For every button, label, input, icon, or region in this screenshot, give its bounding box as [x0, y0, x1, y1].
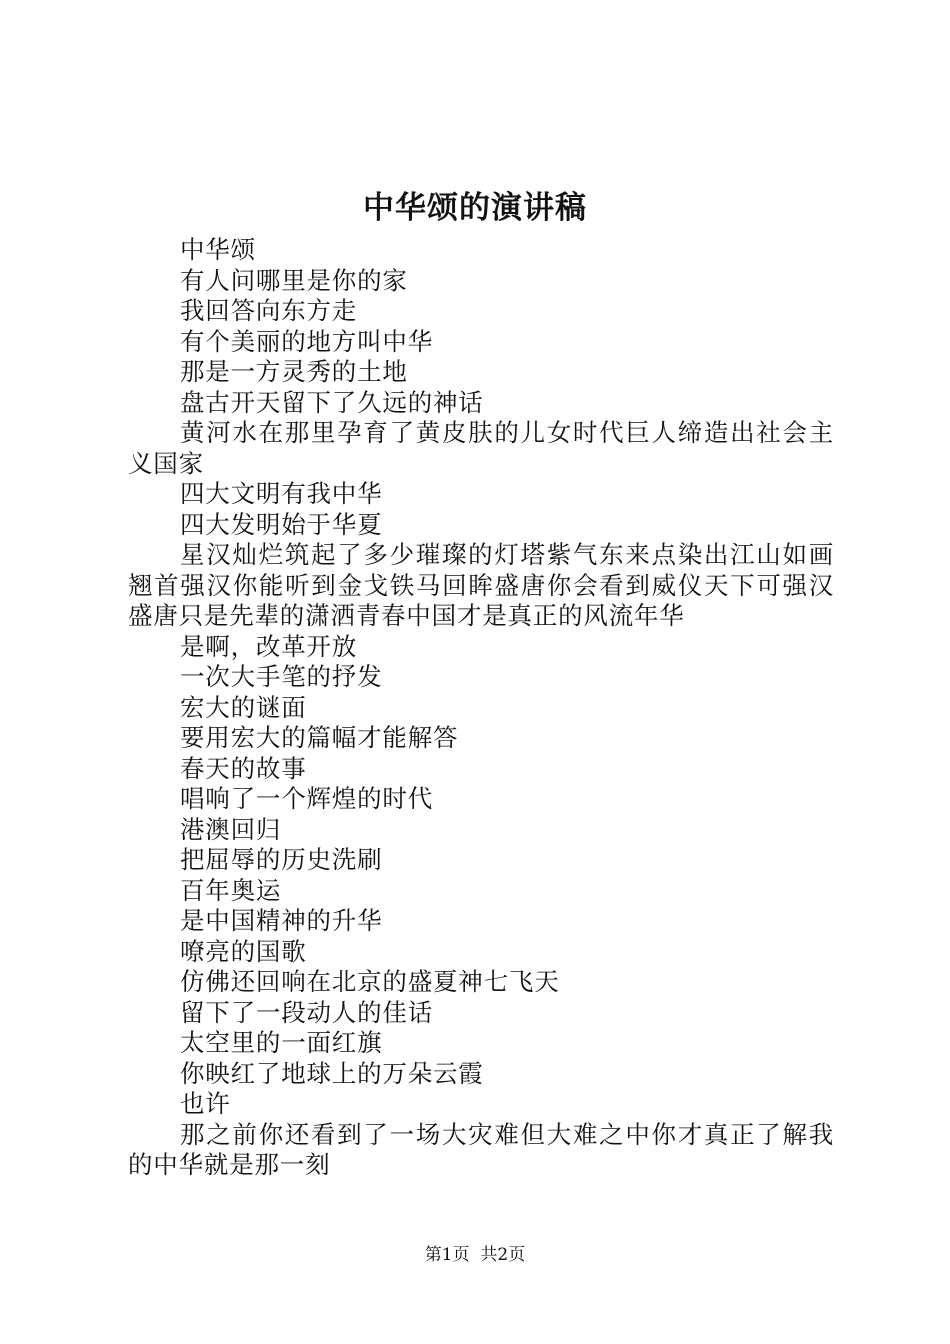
- paragraph: 星汉灿烂筑起了多少璀璨的灯塔紫气东来点染出江山如画翘首强汉你能听到金戈铁马回眸盛唐你会看到威仪天下可强汉盛唐只是先辈的潇洒青春中国才是真正的风流年华: [128, 540, 834, 630]
- paragraph: 我回答向东方走: [180, 296, 358, 325]
- paragraph: 那是一方灵秀的土地: [180, 357, 408, 386]
- page-number: 第1页: [424, 1245, 470, 1265]
- paragraph: 把屈辱的历史洗刷: [180, 845, 383, 874]
- document-title: 中华颂的演讲稿: [363, 190, 587, 226]
- paragraph: 黄河水在那里孕育了黄皮肤的儿女时代巨人缔造出社会主义国家: [128, 418, 834, 478]
- paragraph: 百年奥运: [180, 875, 282, 905]
- page-footer: [0, 1243, 950, 1267]
- paragraph: 有人问哪里是你的家: [180, 265, 408, 295]
- paragraph: 四大文明有我中华: [180, 479, 383, 508]
- paragraph: 唱响了一个辉煌的时代: [180, 784, 433, 813]
- paragraph: 盘古开天留下了久远的神话: [180, 387, 484, 417]
- paragraph: 嘹亮的国歌: [180, 936, 307, 966]
- paragraph: 那之前你还看到了一场大灾难但大难之中你才真正了解我的中华就是那一刻: [128, 1119, 834, 1179]
- paragraph: 一次大手笔的抒发: [180, 662, 383, 691]
- paragraph: 中华颂: [180, 235, 256, 264]
- document-body: [128, 235, 834, 1181]
- paragraph: 也许: [180, 1089, 231, 1118]
- page-total: 共2页: [480, 1245, 526, 1265]
- paragraph: 有个美丽的地方叫中华: [180, 326, 433, 356]
- paragraph: 仿佛还回响在北京的盛夏神七飞天: [180, 967, 560, 996]
- paragraph: 要用宏大的篇幅才能解答: [180, 723, 459, 752]
- paragraph: 太空里的一面红旗: [180, 1028, 383, 1057]
- paragraph: 春天的故事: [180, 753, 307, 783]
- paragraph: 你映红了地球上的万朵云霞: [180, 1058, 484, 1088]
- paragraph: 宏大的谜面: [180, 692, 307, 722]
- paragraph: 四大发明始于华夏: [180, 509, 383, 539]
- paragraph: 港澳回归: [180, 814, 282, 844]
- paragraph: 是啊，改革开放: [180, 631, 358, 661]
- paragraph: 留下了一段动人的佳话: [180, 997, 433, 1027]
- paragraph: 是中国精神的升华: [180, 906, 383, 935]
